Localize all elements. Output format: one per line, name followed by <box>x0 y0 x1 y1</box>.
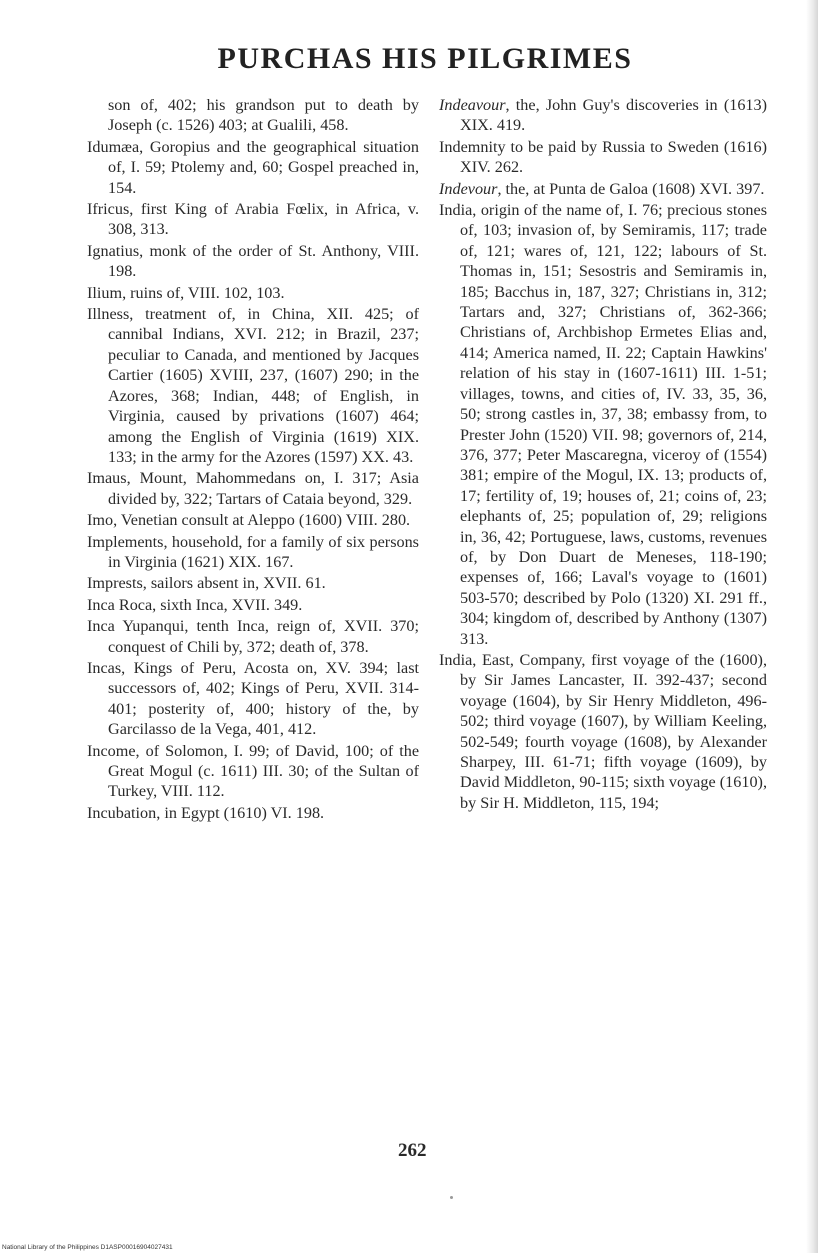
index-entry: Ignatius, monk of the order of St. Anthony, VIII. 198. <box>87 241 419 281</box>
index-entry: Inca Roca, sixth Inca, XVII. 349. <box>87 595 303 614</box>
index-entry: Imaus, Mount, Mahommedans on, I. 317; Asia divided by, 322; Tartars of Cataia beyond, 329. <box>87 469 419 508</box>
left-column <box>87 95 419 824</box>
page-number: 262 <box>398 1140 427 1161</box>
page-title: PURCHAS HIS PILGRIMES <box>217 42 633 75</box>
index-entry: Idumæa, Goropius and the geographical situation of, I. 59; Ptolemy and, 60; Gospel preached in, 154. <box>87 137 419 197</box>
right-column <box>439 95 767 814</box>
entry-heading: Imprests <box>87 574 143 593</box>
index-entry: Inca Yupanqui, tenth Inca, reign of, XVII. 370; conquest of Chili by, 372; death of, 378. <box>87 617 419 656</box>
entry-heading: Indemnity <box>439 137 506 156</box>
index-entry: Incubation, in Egypt (1610) VI. 198. <box>87 803 325 822</box>
index-entry: Indemnity to be paid by Russia to Sweden (1616) XIV. 262. <box>439 137 767 177</box>
index-entry: India, origin of the name of, I. 76; precious stones of, 103; invasion of, by Semiramis, 117; trade of, 121; wares of, 121, 122; labours of St. Thomas in, 151; Sesostris and Semiramis in, 185; Bacchus in, 187, 327; Christians in, 312; Tartars and, 327; Christians of, 362-366; Christians of, Archbishop Ermetes Elias and, 414; America named, II. 22; Captain Hawkins' relation of his stay in (1607-1611) III. 1-51; villages, towns, and cities of, IV. 33, 35, 36, 50; strong castles in, 37, 38; embassy from, to Prester John (1520) VII. 98; governors of, 214, 376, 377; Peter Mascaregna, viceroy of (1554) 381; empire of the Mogul, IX. 13; products of, 17; fertility of, 19; houses of, 21; coins of, 23; elephants of, 25; population of, 29; religions in, 36, 42; Portuguese, laws, customs, revenues of, by Don Duart de Meneses, 118-190; expenses of, 166; Laval's voyage to (1601) 503-570; described by Polo (1320) XI. 291 ff., 304; kingdom of, described by Anthony (1307) 313. <box>439 201 767 648</box>
entry-heading: Inca Roca <box>87 595 153 614</box>
entry-heading: Ignatius <box>87 241 140 260</box>
index-entry: Imo, Venetian consult at Aleppo (1600) VIII. 280. <box>87 511 411 530</box>
index-entry: India, East, Company, first voyage of the (1600), by Sir James Lancaster, II. 392-437; second voyage (1604), by Sir Henry Middleton, 496-502; third voyage (1607), by William Keeling, 502-549; fourth voyage (1608), by Alexander Sharpey, III. 61-71; fifth voyage (1609), by David Middleton, 90-115; sixth voyage (1610), by Sir H. Middleton, 115, 194; <box>439 650 767 812</box>
scan-edge-shadow <box>806 0 818 1253</box>
index-entry: Ifricus, first King of Arabia Fœlix, in Africa, v. 308, 313. <box>87 200 419 239</box>
index-entry: Implements, household, for a family of six persons in Virginia (1621) XIX. 167. <box>87 532 419 571</box>
scan-speck <box>450 1196 453 1199</box>
entry-heading: Income <box>87 741 136 760</box>
index-entry: Indeavour, the, John Guy's discoveries in (1613) XIX. 419. <box>439 96 767 135</box>
entry-heading: Ilium <box>87 283 123 302</box>
index-entry: Imprests, sailors absent in, XVII. 61. <box>87 574 326 593</box>
entry-heading: Incas <box>87 658 122 677</box>
index-entry: Incas, Kings of Peru, Acosta on, XV. 394; last successors of, 402; Kings of Peru, XVII. 314-401; posterity of, 400; history of the, by Garcilasso de la Vega, 401, 412. <box>87 658 419 739</box>
index-entry: Income, of Solomon, I. 99; of David, 100; of the Great Mogul (c. 1611) III. 30; of the Sultan of Turkey, VIII. 112. <box>87 741 419 801</box>
entry-heading: Incubation <box>87 803 157 822</box>
entry-heading: Implements <box>87 532 164 551</box>
entry-heading: Indeavour <box>439 96 506 114</box>
entry-heading: Imaus <box>87 469 127 488</box>
entry-heading: Idumæa <box>87 137 140 156</box>
index-entry: son of, 402; his grandson put to death by Joseph (c. 1526) 403; at Gualili, 458. <box>108 96 419 135</box>
entry-heading: Ifricus <box>87 200 130 219</box>
scan-footer: National Library of the Philippines D1ASP00016904027431 <box>2 1244 173 1251</box>
index-entry: Ilium, ruins of, VIII. 102, 103. <box>87 283 285 302</box>
index-entry: Illness, treatment of, in China, XII. 425; of cannibal Indians, XVI. 212; in Brazil, 237; peculiar to Canada, and mentioned by Jacques Cartier (1605) XVIII, 237, (1607) 290; in the Azores, 368; Indian, 448; of English, in Virginia, caused by privations (1607) 464; among the English of Virginia (1619) XIX. 133; in the army for the Azores (1597) XX. 43. <box>87 305 419 466</box>
entry-heading: Inca Yupanqui <box>87 617 185 636</box>
entry-heading: Illness <box>87 305 130 324</box>
index-entry: Indevour, the, at Punta de Galoa (1608) XVI. 397. <box>439 179 765 198</box>
entry-heading: Imo <box>87 511 114 530</box>
entry-heading: India <box>439 201 473 220</box>
entry-heading: Indevour <box>439 179 498 198</box>
entry-heading: India, East, Company <box>439 650 582 669</box>
